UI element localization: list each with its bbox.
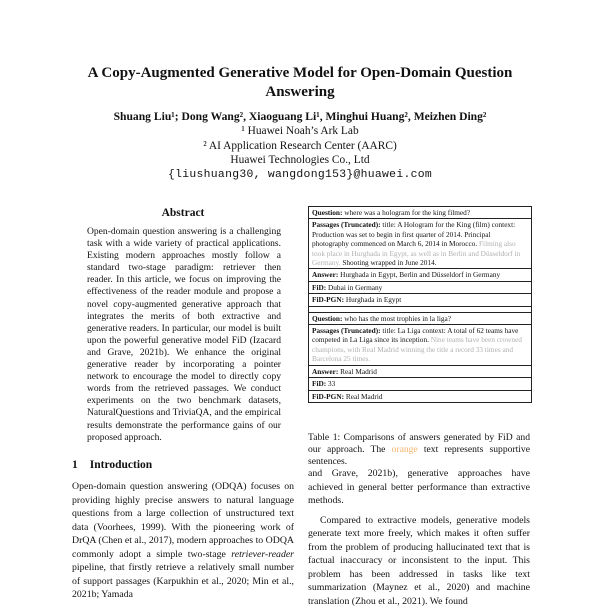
supportive-text: Filming also took place in Hurghada in Egypt, as well as in Berlin and Düsseldorf in Germany. (312, 239, 520, 267)
label: Passages (Truncated): (312, 326, 381, 335)
intro-paragraph-1 (72, 480, 294, 602)
ex2-answer (309, 366, 531, 378)
authors: Shuang Liu¹; Dong Wang², Xiaoguang Li¹, Minghui Huang², Meizhen Ding² (40, 110, 560, 123)
value-tail: Shooting wrapped in June 2014. (341, 258, 437, 267)
caption-text-a: Table 1: Comparisons of answers generated by FiD and our approach. The (308, 432, 530, 455)
right-paragraph-2: Compared to extractive models, generative models generate text more freely, which makes it often suffer from the problem of producing hallucinated text that is factual inaccuracy or inconsistent to the input. This problem has been addressed in tasks like text summarization (Maynez et al., 2020) and machine translation (Zhou et al., 2021). We found (308, 514, 530, 608)
value: Real Madrid (338, 367, 377, 376)
ex2-fid (309, 378, 531, 390)
label: FiD-PGN: (312, 295, 344, 304)
supportive-text: Nine teams have been crowned champions, with Real Madrid winning the title a record 33 times and Barcelona 25 times. (312, 335, 522, 363)
section-title: Introduction (90, 459, 152, 471)
title-line-1: A Copy-Augmented Generative Model for Open-Domain Question (40, 64, 560, 83)
value: Hurghada in Egypt, Berlin and Düsseldorf in Germany (338, 270, 500, 279)
email: {liushuang30, wangdong153}@huawei.com (40, 169, 560, 181)
affiliation-1: ¹ Huawei Noah’s Ark Lab (40, 125, 560, 137)
value: title: La Liga context: A total of 62 teams have competed in La Liga since its inception. (312, 326, 518, 344)
title-line-2: Answering (40, 83, 560, 102)
label: FiD-PGN: (312, 392, 344, 401)
right-column-text (308, 467, 530, 608)
value: Real Madrid (344, 392, 383, 401)
paper-title (40, 64, 560, 102)
affiliation-3: Huawei Technologies Co., Ltd (40, 154, 560, 166)
table-caption (308, 432, 530, 469)
caption-orange-word: orange (392, 444, 418, 455)
abstract-heading: Abstract (72, 207, 294, 219)
ex1-fid (309, 282, 531, 294)
label: Answer: (312, 367, 338, 376)
label: Question: (312, 208, 342, 217)
value: title: A Hologram for the King (film) context: Production was set to begin in first quarter of 2014. Principal photography commenced on March 6, 2014 in Morocco. (312, 220, 515, 248)
table-1 (308, 206, 532, 403)
label: Answer: (312, 270, 338, 279)
ex2-passages (309, 325, 531, 366)
ex1-passages (309, 219, 531, 269)
value: who has the most trophies in la liga? (342, 314, 451, 323)
ex2-question (309, 313, 531, 325)
caption-text-b: text represents supportive sentences. (308, 444, 530, 467)
section-heading-introduction (72, 459, 164, 471)
label: Question: (312, 314, 342, 323)
value: 33 (326, 379, 335, 388)
section-number: 1 (72, 459, 78, 471)
value: where was a hologram for the king filmed? (342, 208, 470, 217)
intro-emphasis: retriever-reader (231, 549, 294, 560)
value: Dubai in Germany (326, 283, 382, 292)
intro-left-column (72, 480, 294, 602)
ex1-question (309, 207, 531, 219)
right-paragraph-1: and Grave, 2021b), generative approaches have achieved in general better performance than extractive methods. (308, 467, 530, 508)
intro-text-b: pipeline, that firstly retrieve a relatively small number of support passages (Karpukhin et al., 2020; Min et al., 2021b; Yamada (72, 562, 294, 600)
abstract-text: Open-domain question answering is a challenging task with a wide variety of practical applications. Existing modern approaches mostly follow a standard two-stage paradigm: retriever then reader. In this article, we focus on improving the effectiveness of the reader module and propose a novel copy-augmented generative approach that integrates the merits of both extractive and generative readers. In particular, our model is built upon the powerful generative model FiD (Izacard and Grave, 2021b). We enhance the original generative reader by incorporating a pointer network to encourage the model to directly copy words from the retrieved passages. We conduct experiments on the two benchmark datasets, NaturalQuestions and TriviaQA, and the empirical results demonstrate the performance gains of our proposed approach. (87, 226, 281, 444)
label: FiD: (312, 379, 326, 388)
ex1-fid-pgn (309, 294, 531, 306)
affiliation-2: ² AI Application Research Center (AARC) (40, 140, 560, 152)
ex2-fid-pgn (309, 391, 531, 403)
abstract-body (87, 226, 281, 444)
value: Hurghada in Egypt (344, 295, 401, 304)
ex1-answer (309, 269, 531, 281)
label: Passages (Truncated): (312, 220, 381, 229)
label: FiD: (312, 283, 326, 292)
intro-text-a: Open-domain question answering (ODQA) focuses on providing highly precise answers to natural language questions from a large collection of unstructured text data (Voorhees, 1999). With the pioneering work of DrQA (Chen et al., 2017), modern approaches to ODQA commonly adopt a simple two-stage (72, 481, 294, 560)
